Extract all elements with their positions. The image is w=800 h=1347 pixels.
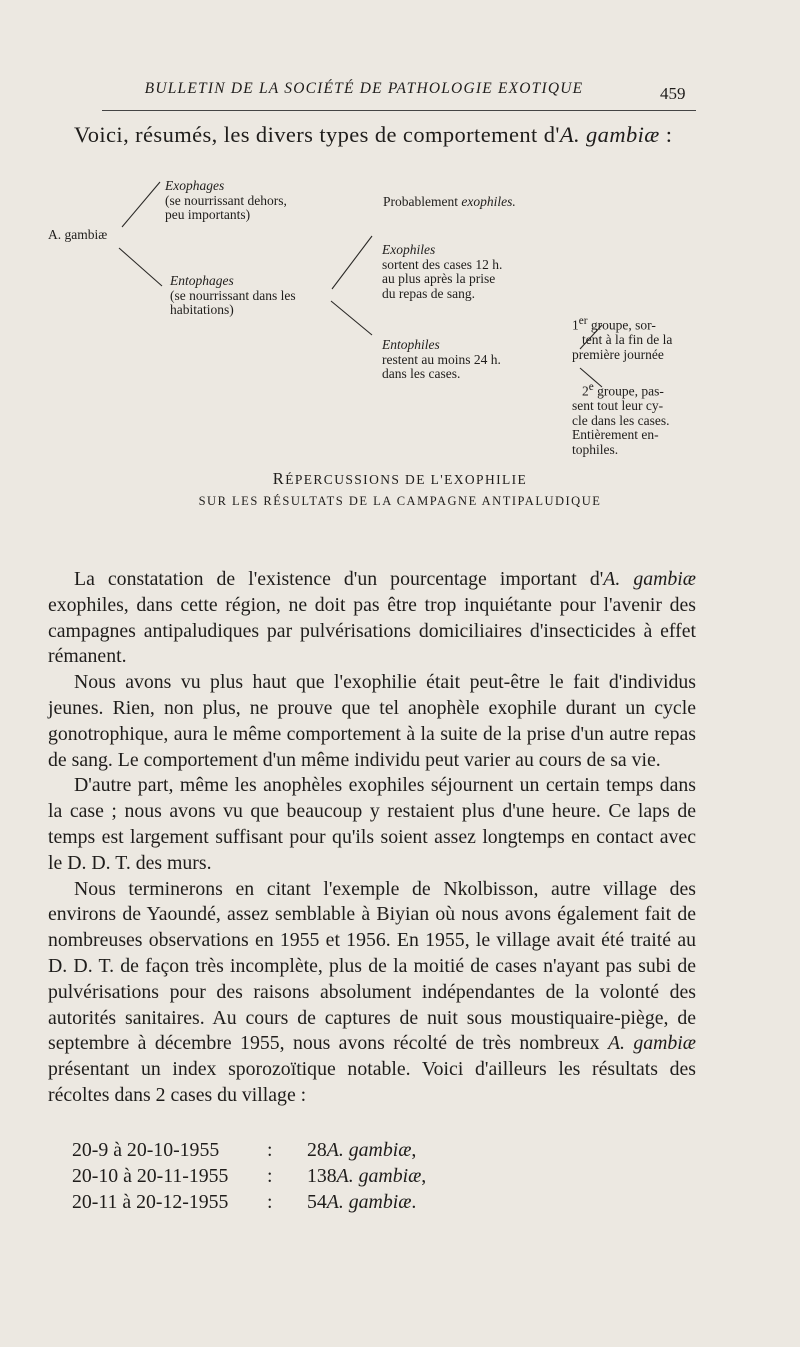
diagram-node-exophages-outcome: Probablement exophiles. <box>383 194 516 209</box>
diagram-root: A. gambiæ <box>48 227 108 242</box>
paragraph: La constatation de l'existence d'un pourcentage important d'A. gambiæ exophiles, dans cette région, ne doit pas être trop inquiétante pour l'avenir des campagnes antipaludiques par pulvérisations domiciliaires d'insecticides à effet rémanent. <box>48 568 696 668</box>
diagram-node-entophages: Entophages (se nourrissant dans les habitations) <box>170 273 296 318</box>
diagram-node-groupe-1: 1er groupe, sor- tent à la fin de la première journée <box>572 315 673 362</box>
diagram-node-exophages: Exophages (se nourrissant dehors, peu importants) <box>165 178 287 223</box>
results-row: 20-11 à 20-12-1955 : 54 A. gambiæ . <box>72 1191 417 1213</box>
diagram-branch-lines <box>0 0 800 460</box>
page-number: 459 <box>660 84 686 103</box>
body-text <box>48 567 696 1109</box>
paragraph: Nous terminerons en citant l'exemple de Nkolbisson, autre village des environs de Yaoundé, assez semblable à Biyian où nous avons également fait de nombreuses observations en 1955 et 1956. En 1955, le village avait été traité au D. D. T. de façon très incomplète, plus de la moitié de cases n'ayant pas subi de pulvérisations pour des raisons absolument indépendantes de la volonté des autorités sanitaires. Au cours de captures de nuit sous moustiquaire-piège, de septembre à décembre 1955, nous avons récolté de très nombreux A. gambiæ présentant un index sporozoïtique notable. Voici d'ailleurs les résultats des récoltes dans 2 cases du village : <box>48 877 697 1106</box>
intro-line: Voici, résumés, les divers types de comportement d'A. gambiæ : <box>74 122 673 147</box>
section-title: RÉPERCUSSIONS DE L'EXOPHILIE <box>272 469 528 488</box>
section-subtitle: SUR LES RÉSULTATS DE LA CAMPAGNE ANTIPALUDIQUE <box>198 494 602 508</box>
paragraph: D'autre part, même les anophèles exophiles séjournent un certain temps dans la case ; nous avons vu que beaucoup y restaient plus d'une heure. Ce laps de temps est largement suffisant pour qu'ils soient assez longtemps en contact avec le D. D. T. des murs. <box>48 774 696 874</box>
running-title: BULLETIN DE LA SOCIÉTÉ DE PATHOLOGIE EXOTIQUE <box>144 80 584 97</box>
diagram-node-exophiles: Exophiles sortent des cases 12 h. au plus après la prise du repas de sang. <box>382 242 503 301</box>
results-row: 20-10 à 20-11-1955 : 138 A. gambiæ , <box>72 1165 427 1187</box>
diagram-node-groupe-2: 2e groupe, pas- sent tout leur cy- cle dans les cases. Entièrement en- tophiles. <box>572 381 670 457</box>
paragraph: Nous avons vu plus haut que l'exophilie était peut-être le fait d'individus jeunes. Rien, non plus, ne prouve que tel anophèle exophile durant un cycle gonotrophique, aura le même comportement à la suite de la prise d'un autre repas de sang. Le comportement d'un même individu peut varier au cours de sa vie. <box>48 671 696 771</box>
results-row: 20-9 à 20-10-1955 : 28 A. gambiæ , <box>72 1139 417 1161</box>
diagram-node-entophiles: Entophiles restent au moins 24 h. dans les cases. <box>382 337 501 382</box>
results-list <box>72 1137 426 1215</box>
